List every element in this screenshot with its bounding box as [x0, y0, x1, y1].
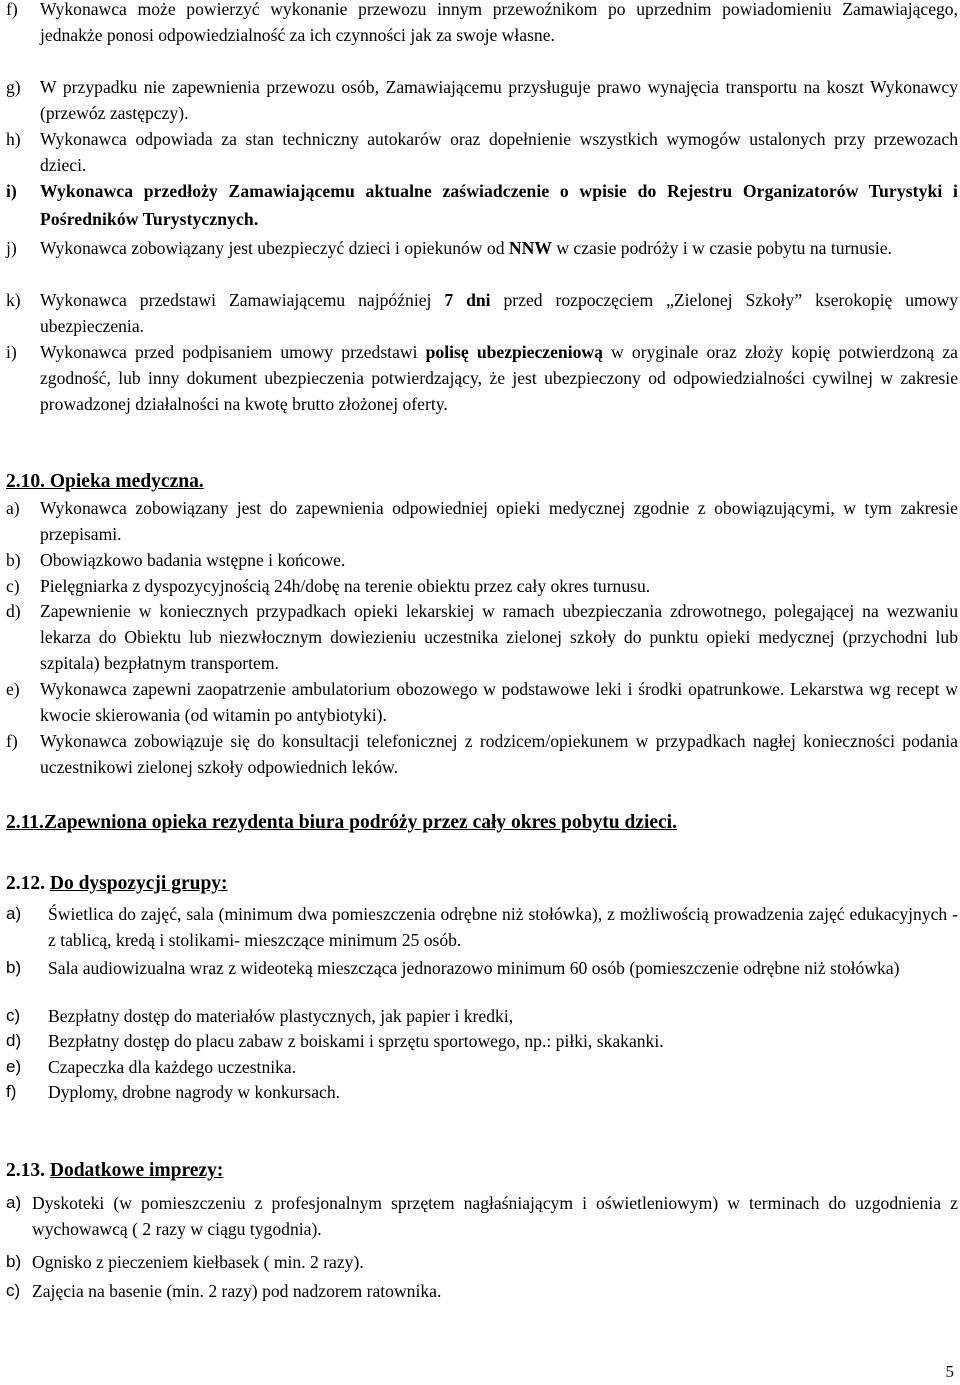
section-title: Do dyspozycji grupy: [49, 873, 228, 894]
section-heading-2-10 [6, 469, 204, 495]
item-text: W przypadku nie zapewnienia przewozu osób, Zamawiającemu przysługuje prawo wynajęcia transportu na koszt Wykonawcy (przewóz zastępczy). [40, 77, 958, 123]
item-text: Dyplomy, drobne nagrody w konkursach. [48, 1082, 341, 1102]
item-text: Czapeczka dla każdego uczestnika. [48, 1057, 297, 1077]
item-label: i) [6, 342, 17, 362]
section-title: Opieka medyczna. [49, 471, 204, 492]
item-text: Wykonawca odpowiada za stan techniczny autokarów oraz dopełnienie wszystkich wymogów ustalonych przy przewozach dzieci. [40, 129, 958, 175]
item-text: Pielęgniarka z dyspozycyjnością 24h/dobę na terenie obiektu przez cały okres turnusu. [40, 576, 651, 596]
item-label: c) [6, 1006, 21, 1025]
section-heading-2-11 [6, 810, 677, 836]
item-label: c) [6, 576, 20, 596]
section-number: 2.10. [6, 471, 45, 492]
item-text: Wykonawca zobowiązuje się do konsultacji telefonicznej z rodzicem/opiekunem w przypadkach nagłej konieczności podania uczestnikowi zielonej szkoły odpowiednich leków. [40, 731, 958, 777]
item-text: Zapewnienie w koniecznych przypadkach opieki lekarskiej w ramach ubezpieczania zdrowotnego, polegającej na wezwaniu lekarza do Obiektu lub niezwłocznym dowiezieniu uczestnika zielonej szkoły do punktu opieki medycznej (przychodni lub szpitala) bezpłatnym transportem. [40, 601, 958, 673]
item-text: Ognisko z pieczeniem kiełbasek ( min. 2 razy). [32, 1252, 364, 1272]
text-segment: w oryginale oraz złoży kopię potwierdzoną za zgodność, lub inny dokument ubezpieczenia potwierdzający, że jest ubezpieczony od odpowiedzialności cywilnej w zakresie prowadzonej działalności na kwotę brutto złożonej oferty. [40, 342, 958, 414]
item-text: Wykonawca zapewni zaopatrzenie ambulatorium obozowego w podstawowe leki i środki opatrunkowe. Lekarstwa wg recept w kwocie skierowania (od witamin po antybiotyki). [40, 679, 958, 725]
bold-text: polisę ubezpieczeniową [425, 342, 603, 362]
item-label: e) [6, 679, 20, 699]
item-text: Sala audiowizualna wraz z wideoteką mieszcząca jednorazowo minimum 60 osób (pomieszczenie odrębne niż stołówka) [48, 958, 900, 978]
item-label: k) [6, 290, 21, 310]
text-segment: przed rozpoczęciem „Zielonej Szkoły” kserokopię umowy ubezpieczenia. [40, 290, 959, 336]
bold-text: 7 dni [444, 290, 491, 310]
bold-text: NNW [508, 238, 552, 258]
item-label: d) [6, 601, 21, 621]
item-label: f) [6, 731, 18, 751]
section-number: 2.12. [6, 873, 45, 894]
item-label: a) [6, 498, 20, 518]
section-heading-2-13 [6, 1158, 223, 1184]
item-text: Bezpłatny dostęp do placu zabaw z boiskami i sprzętu sportowego, np.: piłki, skakanki. [48, 1031, 664, 1051]
item-label: g) [6, 77, 21, 97]
item-label: f) [6, 0, 18, 19]
item-text: Wykonawca przedłoży Zamawiającemu aktualne zaświadczenie o wpisie do Rejestru Organizatorów Turystyki i Pośredników Turystycznych. [40, 181, 958, 229]
item-label: a) [6, 904, 22, 923]
section-title: Zapewniona opieka rezydenta biura podróży przez cały okres pobytu dzieci. [43, 812, 677, 833]
item-label: b) [6, 1252, 22, 1271]
text-segment: Wykonawca przedstawi Zamawiającemu najpóźniej [40, 290, 445, 310]
item-label: e) [6, 1057, 22, 1076]
item-label: b) [6, 958, 22, 977]
text-segment: w czasie podróży i w czasie pobytu na turnusie. [551, 238, 892, 258]
item-text: Obowiązkowo badania wstępne i końcowe. [40, 550, 346, 570]
item-text: Zajęcia na basenie (min. 2 razy) pod nadzorem ratownika. [32, 1281, 442, 1301]
text-segment: Wykonawca zobowiązany jest ubezpieczyć dzieci i opiekunów od [40, 238, 509, 258]
item-label: c) [6, 1281, 21, 1300]
item-text: Bezpłatny dostęp do materiałów plastycznych, jak papier i kredki, [48, 1006, 514, 1026]
item-text [40, 339, 958, 417]
item-text [40, 235, 958, 261]
item-text: Wykonawca może powierzyć wykonanie przewozu innym przewoźnikom po uprzednim powiadomieniu Zamawiającego, jednakże ponosi odpowiedzialność za ich czynności jak za swoje własne. [40, 0, 958, 45]
item-label: i) [6, 181, 17, 201]
item-label: b) [6, 550, 21, 570]
item-text: Dyskoteki (w pomieszczeniu z profesjonalnym sprzętem nagłaśniającym i oświetleniowym) w terminach do uzgodnienia z wychowawcą ( 2 razy w ciągu tygodnia). [32, 1193, 958, 1239]
item-label: a) [6, 1193, 22, 1212]
page-number: 5 [945, 1362, 954, 1381]
item-label: j) [6, 238, 17, 258]
section-number: 2.13. [6, 1160, 45, 1181]
item-text: Wykonawca zobowiązany jest do zapewnienia odpowiedniej opieki medycznej zgodnie z obowiązującymi, w tym zakresie przepisami. [40, 498, 958, 544]
item-text: Świetlica do zajęć, sala (minimum dwa pomieszczenia odrębne niż stołówka), z możliwością prowadzenia zajęć edukacyjnych - z tablicą, kredą i stolikami- mieszczące minimum 25 osób. [48, 904, 958, 950]
item-label: h) [6, 129, 21, 149]
text-segment: Wykonawca przed podpisaniem umowy przedstawi [40, 342, 426, 362]
section-heading-2-12 [6, 871, 228, 897]
item-text [40, 287, 958, 339]
item-label: d) [6, 1031, 22, 1050]
section-title: Dodatkowe imprezy: [49, 1160, 224, 1181]
item-label: f) [6, 1082, 17, 1101]
section-number: 2.11. [6, 812, 44, 833]
